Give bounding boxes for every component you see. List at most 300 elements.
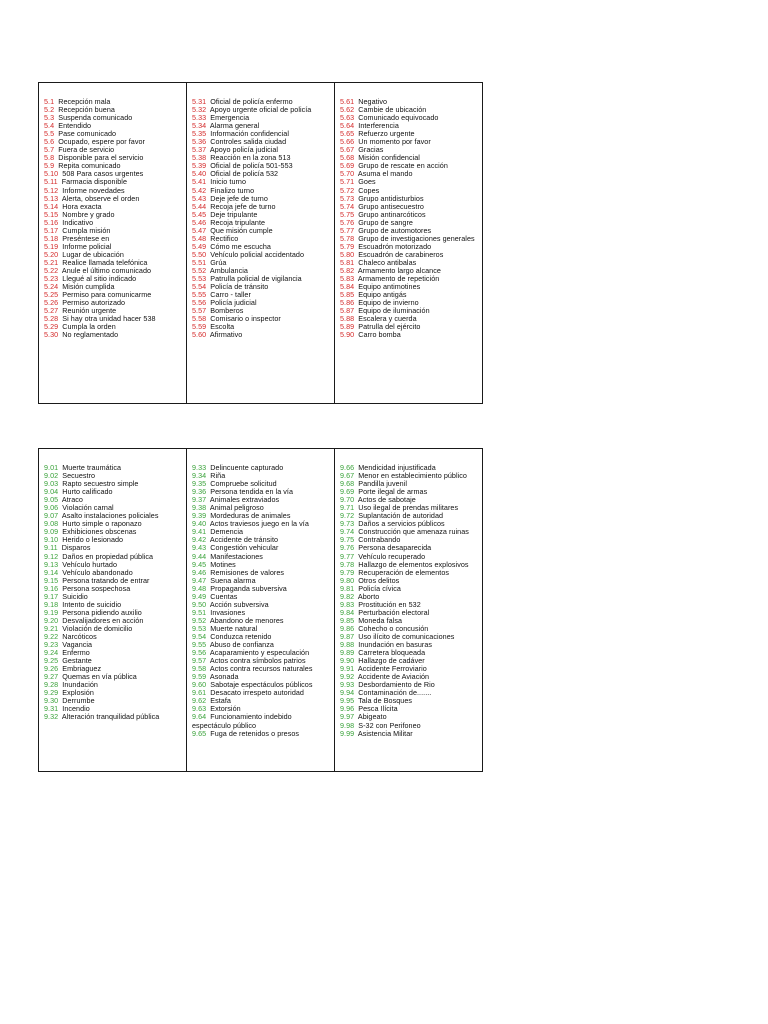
code-meaning: Menor en establecimiento público <box>358 471 467 481</box>
code-number: 9.28 <box>44 680 59 690</box>
code-number: 5.10 <box>44 169 59 179</box>
code-card-9 <box>38 448 483 772</box>
code-number: 5.35 <box>192 129 207 139</box>
code-meaning: Daños a servicios públicos <box>358 519 445 529</box>
code-meaning: Delincuente capturado <box>210 463 284 472</box>
code-number: 5.30 <box>44 330 59 340</box>
code-meaning: Motines <box>210 559 236 569</box>
code-number: 9.83 <box>340 599 355 609</box>
code-meaning: Policía cívica <box>358 583 401 593</box>
code-meaning: Escuadrón motorizado <box>358 241 432 251</box>
code-number: 9.44 <box>192 551 207 561</box>
code-number: 5.21 <box>44 257 59 267</box>
code-number: 5.9 <box>44 161 55 171</box>
code-meaning: Invasiones <box>210 607 246 617</box>
code-number: 9.81 <box>340 583 355 593</box>
code-meaning: Accidente de Aviación <box>357 672 430 682</box>
code-number: 5.67 <box>340 145 355 155</box>
code-meaning: Asistencia Militar <box>357 728 413 738</box>
code-number: 5.16 <box>44 217 59 227</box>
code-meaning: Que misión cumple <box>210 225 273 235</box>
code-number: 9.13 <box>44 559 59 569</box>
code-meaning: Equipo antigás <box>358 290 407 300</box>
code-number: 9.19 <box>44 607 59 617</box>
code-number: 5.70 <box>340 169 355 179</box>
code-number: 9.71 <box>340 503 355 513</box>
code-meaning: Contaminación de....... <box>358 688 432 698</box>
code-meaning: Carro bomba <box>358 330 401 340</box>
code-number: 9.75 <box>340 535 355 545</box>
code-meaning: Pandilla juvenil <box>358 479 408 489</box>
code-number: 9.18 <box>44 599 59 609</box>
code-number: 5.8 <box>44 153 55 163</box>
code-meaning: Inundación <box>62 680 98 690</box>
code-number: 5.46 <box>192 217 207 227</box>
code-number: 5.54 <box>192 282 207 292</box>
code-number: 9.70 <box>340 495 355 505</box>
code-entry <box>340 730 482 738</box>
code-number: 5.6 <box>44 137 55 147</box>
code-number: 5.44 <box>192 201 207 211</box>
code-number: 9.50 <box>192 599 207 609</box>
code-number: 9.66 <box>340 463 355 472</box>
code-number: 5.22 <box>44 265 59 275</box>
code-meaning: Fuera de servicio <box>58 145 115 155</box>
code-meaning: Estafa <box>210 696 231 706</box>
code-number: 5.55 <box>192 290 207 300</box>
code-number: 5.86 <box>340 298 355 308</box>
code-meaning: Permiso autorizado <box>62 298 126 308</box>
code-meaning: Si hay otra unidad hacer 538 <box>62 314 156 324</box>
code-number: 9.91 <box>340 664 355 674</box>
card-9-column-1 <box>39 449 187 771</box>
code-meaning: Equipo de iluminación <box>358 306 430 316</box>
code-meaning: Embriaguez <box>62 664 102 674</box>
code-meaning: Grupo de investigaciones generales <box>358 233 475 243</box>
code-number: 5.12 <box>44 185 59 195</box>
code-meaning: Suspenda comunicado <box>58 113 133 123</box>
code-number: 5.15 <box>44 209 59 219</box>
code-meaning: Atraco <box>61 495 83 505</box>
code-number: 5.87 <box>340 306 355 316</box>
code-number: 9.96 <box>340 704 355 714</box>
code-number: 5.62 <box>340 105 355 115</box>
code-meaning: Uso ilegal de prendas militares <box>358 503 459 513</box>
code-number: 5.72 <box>340 185 355 195</box>
code-meaning: Vagancia <box>62 640 93 650</box>
code-meaning: Informe policial <box>62 241 112 251</box>
code-number: 9.09 <box>44 527 59 537</box>
code-meaning: Desacato irrespeto autoridad <box>210 688 304 698</box>
code-number: 9.58 <box>192 664 207 674</box>
code-meaning: Interferencia <box>358 121 399 131</box>
code-meaning: Aborto <box>357 591 380 601</box>
code-number: 9.54 <box>192 631 207 641</box>
code-number: 5.51 <box>192 257 207 267</box>
code-meaning: Derrumbe <box>62 696 95 706</box>
code-number: 5.45 <box>192 209 207 219</box>
code-entry <box>192 331 334 339</box>
code-meaning: Abuso de confianza <box>209 640 274 650</box>
code-number: 5.48 <box>192 233 207 243</box>
code-meaning: Acaparamiento y especulación <box>209 648 310 658</box>
code-meaning: Manifestaciones <box>210 551 263 561</box>
code-meaning: Copes <box>358 185 380 195</box>
code-number: 9.63 <box>192 704 207 714</box>
card-9-column-3 <box>335 449 482 771</box>
code-number: 9.67 <box>340 471 355 481</box>
code-number: 5.38 <box>192 153 207 163</box>
code-meaning: Repita comunicado <box>58 161 121 171</box>
code-number: 9.69 <box>340 487 355 497</box>
code-meaning: Reacción en la zona 513 <box>210 153 291 163</box>
code-number: 9.49 <box>192 591 207 601</box>
code-number: 5.79 <box>340 241 355 251</box>
code-number: 9.68 <box>340 479 355 489</box>
code-meaning: Congestión vehicular <box>210 543 279 553</box>
code-number: 9.76 <box>340 543 355 553</box>
code-meaning: Escalera y cuerda <box>358 314 417 324</box>
code-meaning: Negativo <box>358 97 388 106</box>
code-meaning: Inicio turno <box>210 177 247 187</box>
code-number: 5.47 <box>192 225 207 235</box>
code-meaning: Carro - taller <box>210 290 251 300</box>
code-meaning: Extorsión <box>210 704 241 714</box>
code-number: 9.46 <box>192 567 207 577</box>
code-number: 9.82 <box>340 591 355 601</box>
code-meaning: Persona sospechosa <box>62 583 131 593</box>
code-number: 9.02 <box>44 471 59 481</box>
code-number: 5.90 <box>340 330 355 340</box>
code-number: 9.77 <box>340 551 355 561</box>
code-number: 9.25 <box>44 656 59 666</box>
card-5-column-2 <box>187 83 335 403</box>
code-number: 5.89 <box>340 322 355 332</box>
code-number: 9.84 <box>340 607 355 617</box>
code-meaning: Deje jefe de turno <box>210 193 268 203</box>
code-meaning: Demencia <box>210 527 244 537</box>
code-meaning: Cumpla la orden <box>62 322 116 332</box>
code-meaning: Realice llamada telefónica <box>62 257 148 267</box>
code-meaning: Asuma el mando <box>357 169 413 179</box>
code-meaning: Un momento por favor <box>358 137 431 147</box>
code-number: 9.12 <box>44 551 59 561</box>
code-meaning: Muerte natural <box>210 623 258 633</box>
code-meaning: Asalto instalaciones policiales <box>61 511 159 521</box>
code-meaning: Inundación en basuras <box>358 640 433 650</box>
code-meaning: 508 Para casos urgentes <box>62 169 144 179</box>
code-number: 9.55 <box>192 640 207 650</box>
code-number: 9.85 <box>340 615 355 625</box>
code-meaning: Incendio <box>62 704 90 714</box>
code-number: 5.43 <box>192 193 207 203</box>
code-meaning: Cuentas <box>210 591 238 601</box>
code-number: 5.85 <box>340 290 355 300</box>
code-number: 9.43 <box>192 543 207 553</box>
code-meaning: Explosión <box>62 688 94 698</box>
code-meaning: Violación de domicilio <box>62 623 133 633</box>
code-number: 9.99 <box>340 728 355 738</box>
code-number: 9.35 <box>192 479 207 489</box>
code-number: 5.14 <box>44 201 59 211</box>
code-meaning: Hallazgo de elementos explosivos <box>358 559 469 569</box>
code-meaning: Hurto simple o raponazo <box>62 519 142 529</box>
code-number: 5.7 <box>44 145 55 155</box>
code-number: 9.41 <box>192 527 207 537</box>
code-meaning: Pase comunicado <box>58 129 117 139</box>
code-meaning: Disparos <box>61 543 91 553</box>
code-number: 9.80 <box>340 575 355 585</box>
code-number: 9.87 <box>340 631 355 641</box>
code-number: 5.27 <box>44 306 59 316</box>
code-number: 5.81 <box>340 257 355 267</box>
code-number: 9.04 <box>44 487 59 497</box>
code-number: 9.22 <box>44 631 59 641</box>
code-number: 5.29 <box>44 322 59 332</box>
code-meaning: Animales extraviados <box>209 495 280 505</box>
code-meaning: Informe novedades <box>62 185 125 195</box>
code-meaning: Carretera bloqueada <box>358 648 426 658</box>
code-meaning: Vehículo policial accidentado <box>210 249 305 259</box>
code-number: 5.33 <box>192 113 207 123</box>
code-meaning: Alteración tranquilidad pública <box>61 712 160 722</box>
code-meaning: Grupo antidisturbios <box>358 193 424 203</box>
code-meaning: Muerte traumática <box>62 463 122 472</box>
code-meaning: Porte ilegal de armas <box>358 487 428 497</box>
code-meaning: Misión cumplida <box>62 282 115 292</box>
code-number: 5.75 <box>340 209 355 219</box>
code-number: 5.53 <box>192 274 207 284</box>
code-meaning: S-32 con Perifoneo <box>358 720 421 730</box>
code-meaning: Cambie de ubicación <box>358 105 427 115</box>
code-number: 5.65 <box>340 129 355 139</box>
code-meaning: Escuadrón de carabineros <box>358 249 444 259</box>
code-meaning: Hora exacta <box>62 201 102 211</box>
code-number: 9.06 <box>44 503 59 513</box>
code-meaning: Ambulancia <box>209 265 248 275</box>
code-meaning: Emergencia <box>210 113 250 123</box>
code-number: 5.20 <box>44 249 59 259</box>
code-number: 5.5 <box>44 129 55 139</box>
code-meaning: Información confidencial <box>210 129 289 139</box>
code-meaning: Armamento largo alcance <box>357 265 441 275</box>
code-number: 9.17 <box>44 591 59 601</box>
code-meaning: Gracias <box>358 145 384 155</box>
code-number: 5.18 <box>44 233 59 243</box>
code-number: 9.23 <box>44 640 59 650</box>
code-meaning: Desvalijadores en acción <box>62 615 144 625</box>
code-meaning: Construcción que amenaza ruinas <box>358 527 469 537</box>
code-number: 9.79 <box>340 567 355 577</box>
code-meaning: Rectifico <box>210 233 239 243</box>
code-meaning: Cohecho o concusión <box>358 623 429 633</box>
code-number: 9.32 <box>44 712 59 722</box>
code-meaning: Suplantación de autoridad <box>358 511 444 521</box>
code-number: 9.88 <box>340 640 355 650</box>
code-number: 9.14 <box>44 567 59 577</box>
code-number: 5.74 <box>340 201 355 211</box>
code-number: 5.50 <box>192 249 207 259</box>
code-number: 5.84 <box>340 282 355 292</box>
code-number: 9.07 <box>44 511 59 521</box>
code-meaning: Preséntese en <box>62 233 110 243</box>
code-meaning: Policía judicial <box>210 298 257 308</box>
code-number: 9.65 <box>192 728 207 738</box>
code-number: 9.20 <box>44 615 59 625</box>
code-number: 5.77 <box>340 225 355 235</box>
code-meaning: Actos de sabotaje <box>357 495 416 505</box>
code-meaning: Sabotaje espectáculos públicos <box>210 680 313 690</box>
code-number: 9.86 <box>340 623 355 633</box>
code-entry <box>340 331 482 339</box>
code-meaning: Animal peligroso <box>209 503 264 513</box>
code-meaning: Recuperación de elementos <box>358 567 450 577</box>
code-entry <box>192 713 334 729</box>
code-meaning: Otros delitos <box>358 575 400 585</box>
code-number: 5.28 <box>44 314 59 324</box>
code-number: 9.90 <box>340 656 355 666</box>
code-meaning: Vehículo abandonado <box>62 567 133 577</box>
code-meaning: Hallazgo de cadáver <box>358 656 425 666</box>
code-meaning: Oficial de policía 501-553 <box>210 161 293 171</box>
code-meaning: Cumpla misión <box>62 225 111 235</box>
code-number: 9.40 <box>192 519 207 529</box>
code-number: 9.48 <box>192 583 207 593</box>
code-number: 5.66 <box>340 137 355 147</box>
code-number: 5.24 <box>44 282 59 292</box>
code-meaning: Equipo de invierno <box>358 298 419 308</box>
code-number: 5.31 <box>192 97 207 106</box>
code-number: 5.69 <box>340 161 355 171</box>
code-number: 9.60 <box>192 680 207 690</box>
code-number: 5.64 <box>340 121 355 131</box>
code-meaning: Recoja jefe de turno <box>210 201 276 211</box>
code-number: 9.62 <box>192 696 207 706</box>
code-number: 5.56 <box>192 298 207 308</box>
code-meaning: Grupo antinarcóticos <box>358 209 426 219</box>
code-meaning: Vehículo recuperado <box>358 551 426 561</box>
code-meaning: Deje tripulante <box>210 209 258 219</box>
code-number: 9.78 <box>340 559 355 569</box>
code-meaning: Conduzca retenido <box>210 631 272 641</box>
code-meaning: Persona tratando de entrar <box>62 575 150 585</box>
code-meaning: Tala de Bosques <box>358 696 413 706</box>
code-number: 5.25 <box>44 290 59 300</box>
code-number: 5.41 <box>192 177 207 187</box>
code-number: 5.2 <box>44 105 55 115</box>
code-number: 9.56 <box>192 648 207 658</box>
code-number: 9.31 <box>44 704 59 714</box>
code-meaning: Indicativo <box>62 217 94 227</box>
code-meaning: Mendicidad injustificada <box>358 463 436 472</box>
code-number: 9.38 <box>192 503 207 513</box>
code-meaning: Narcóticos <box>62 631 97 641</box>
code-number: 9.53 <box>192 623 207 633</box>
code-number: 9.42 <box>192 535 207 545</box>
code-meaning: Comisario o inspector <box>210 314 281 324</box>
code-meaning: Violación carnal <box>62 503 114 513</box>
code-meaning: Goes <box>358 177 376 187</box>
code-meaning: Armamento de repetición <box>357 274 440 284</box>
code-number: 9.10 <box>44 535 59 545</box>
code-number: 5.23 <box>44 274 59 284</box>
code-number: 9.37 <box>192 495 207 505</box>
code-meaning: Grupo de automotores <box>358 225 432 235</box>
code-meaning: Quemas en vía pública <box>62 672 137 682</box>
card-9-column-2 <box>187 449 335 771</box>
code-meaning: Misión confidencial <box>358 153 420 163</box>
code-meaning: Persona tendida en la vía <box>210 487 294 497</box>
card-5-column-1 <box>39 83 187 403</box>
code-number: 5.3 <box>44 113 55 123</box>
code-meaning: Perturbación electoral <box>358 607 430 617</box>
code-meaning: Lugar de ubicación <box>62 249 124 259</box>
code-number: 9.94 <box>340 688 355 698</box>
code-number: 9.61 <box>192 688 207 698</box>
code-meaning: Pesca Ilícita <box>358 704 398 714</box>
code-meaning: Alerta, observe el orden <box>61 193 140 203</box>
code-meaning: Patrulla del ejército <box>358 322 421 332</box>
code-meaning: Rapto secuestro simple <box>62 479 139 489</box>
code-meaning: Cómo me escucha <box>210 241 271 251</box>
code-meaning: Grúa <box>210 257 227 267</box>
code-number: 9.03 <box>44 479 59 489</box>
code-number: 5.76 <box>340 217 355 227</box>
code-meaning: Desbordamiento de Rio <box>358 680 435 690</box>
code-meaning: Oficial de policía enfermo <box>210 97 293 106</box>
code-meaning: Actos contra símbolos patrios <box>209 656 306 666</box>
code-number: 5.57 <box>192 306 207 316</box>
code-meaning: Propaganda subversiva <box>210 583 287 593</box>
code-card-5 <box>38 82 483 404</box>
code-meaning: Comunicado equivocado <box>358 113 439 123</box>
code-number: 9.57 <box>192 656 207 666</box>
code-number: 5.1 <box>44 97 55 106</box>
code-meaning: Actos contra recursos naturales <box>209 664 313 674</box>
code-meaning: Acción subversiva <box>209 599 269 609</box>
code-number: 9.39 <box>192 511 207 521</box>
code-number: 5.32 <box>192 105 207 115</box>
code-meaning: Suicidio <box>62 591 88 601</box>
code-meaning: Oficial de policía 532 <box>210 169 279 179</box>
code-meaning: Controles salida ciudad <box>210 137 287 147</box>
code-meaning: Fuga de retenidos o presos <box>210 728 300 738</box>
code-number: 9.26 <box>44 664 59 674</box>
code-number: 5.58 <box>192 314 207 324</box>
code-meaning: Moneda falsa <box>358 615 403 625</box>
code-meaning: Abandono de menores <box>209 615 284 625</box>
code-meaning: Funcionamiento indebido espectáculo público <box>192 712 292 730</box>
code-meaning: Equipo antimotines <box>358 282 421 292</box>
code-meaning: Bomberos <box>210 306 244 316</box>
code-number: 5.39 <box>192 161 207 171</box>
code-entry <box>192 730 334 738</box>
code-number: 5.60 <box>192 330 207 340</box>
code-number: 9.95 <box>340 696 355 706</box>
code-meaning: Accidente Ferroviario <box>357 664 427 674</box>
code-meaning: Nombre y grado <box>62 209 115 219</box>
code-meaning: Exhibiciones obscenas <box>62 527 137 537</box>
code-meaning: Recoja tripulante <box>210 217 266 227</box>
code-number: 9.11 <box>44 543 58 553</box>
code-number: 9.34 <box>192 471 207 481</box>
code-meaning: Enfermo <box>62 648 90 658</box>
code-number: 9.97 <box>340 712 355 722</box>
code-meaning: Persona desaparecida <box>358 543 432 553</box>
code-meaning: Escolta <box>210 322 235 332</box>
code-meaning: Grupo antisecuestro <box>358 201 424 211</box>
code-meaning: Herido o lesionado <box>62 535 124 545</box>
